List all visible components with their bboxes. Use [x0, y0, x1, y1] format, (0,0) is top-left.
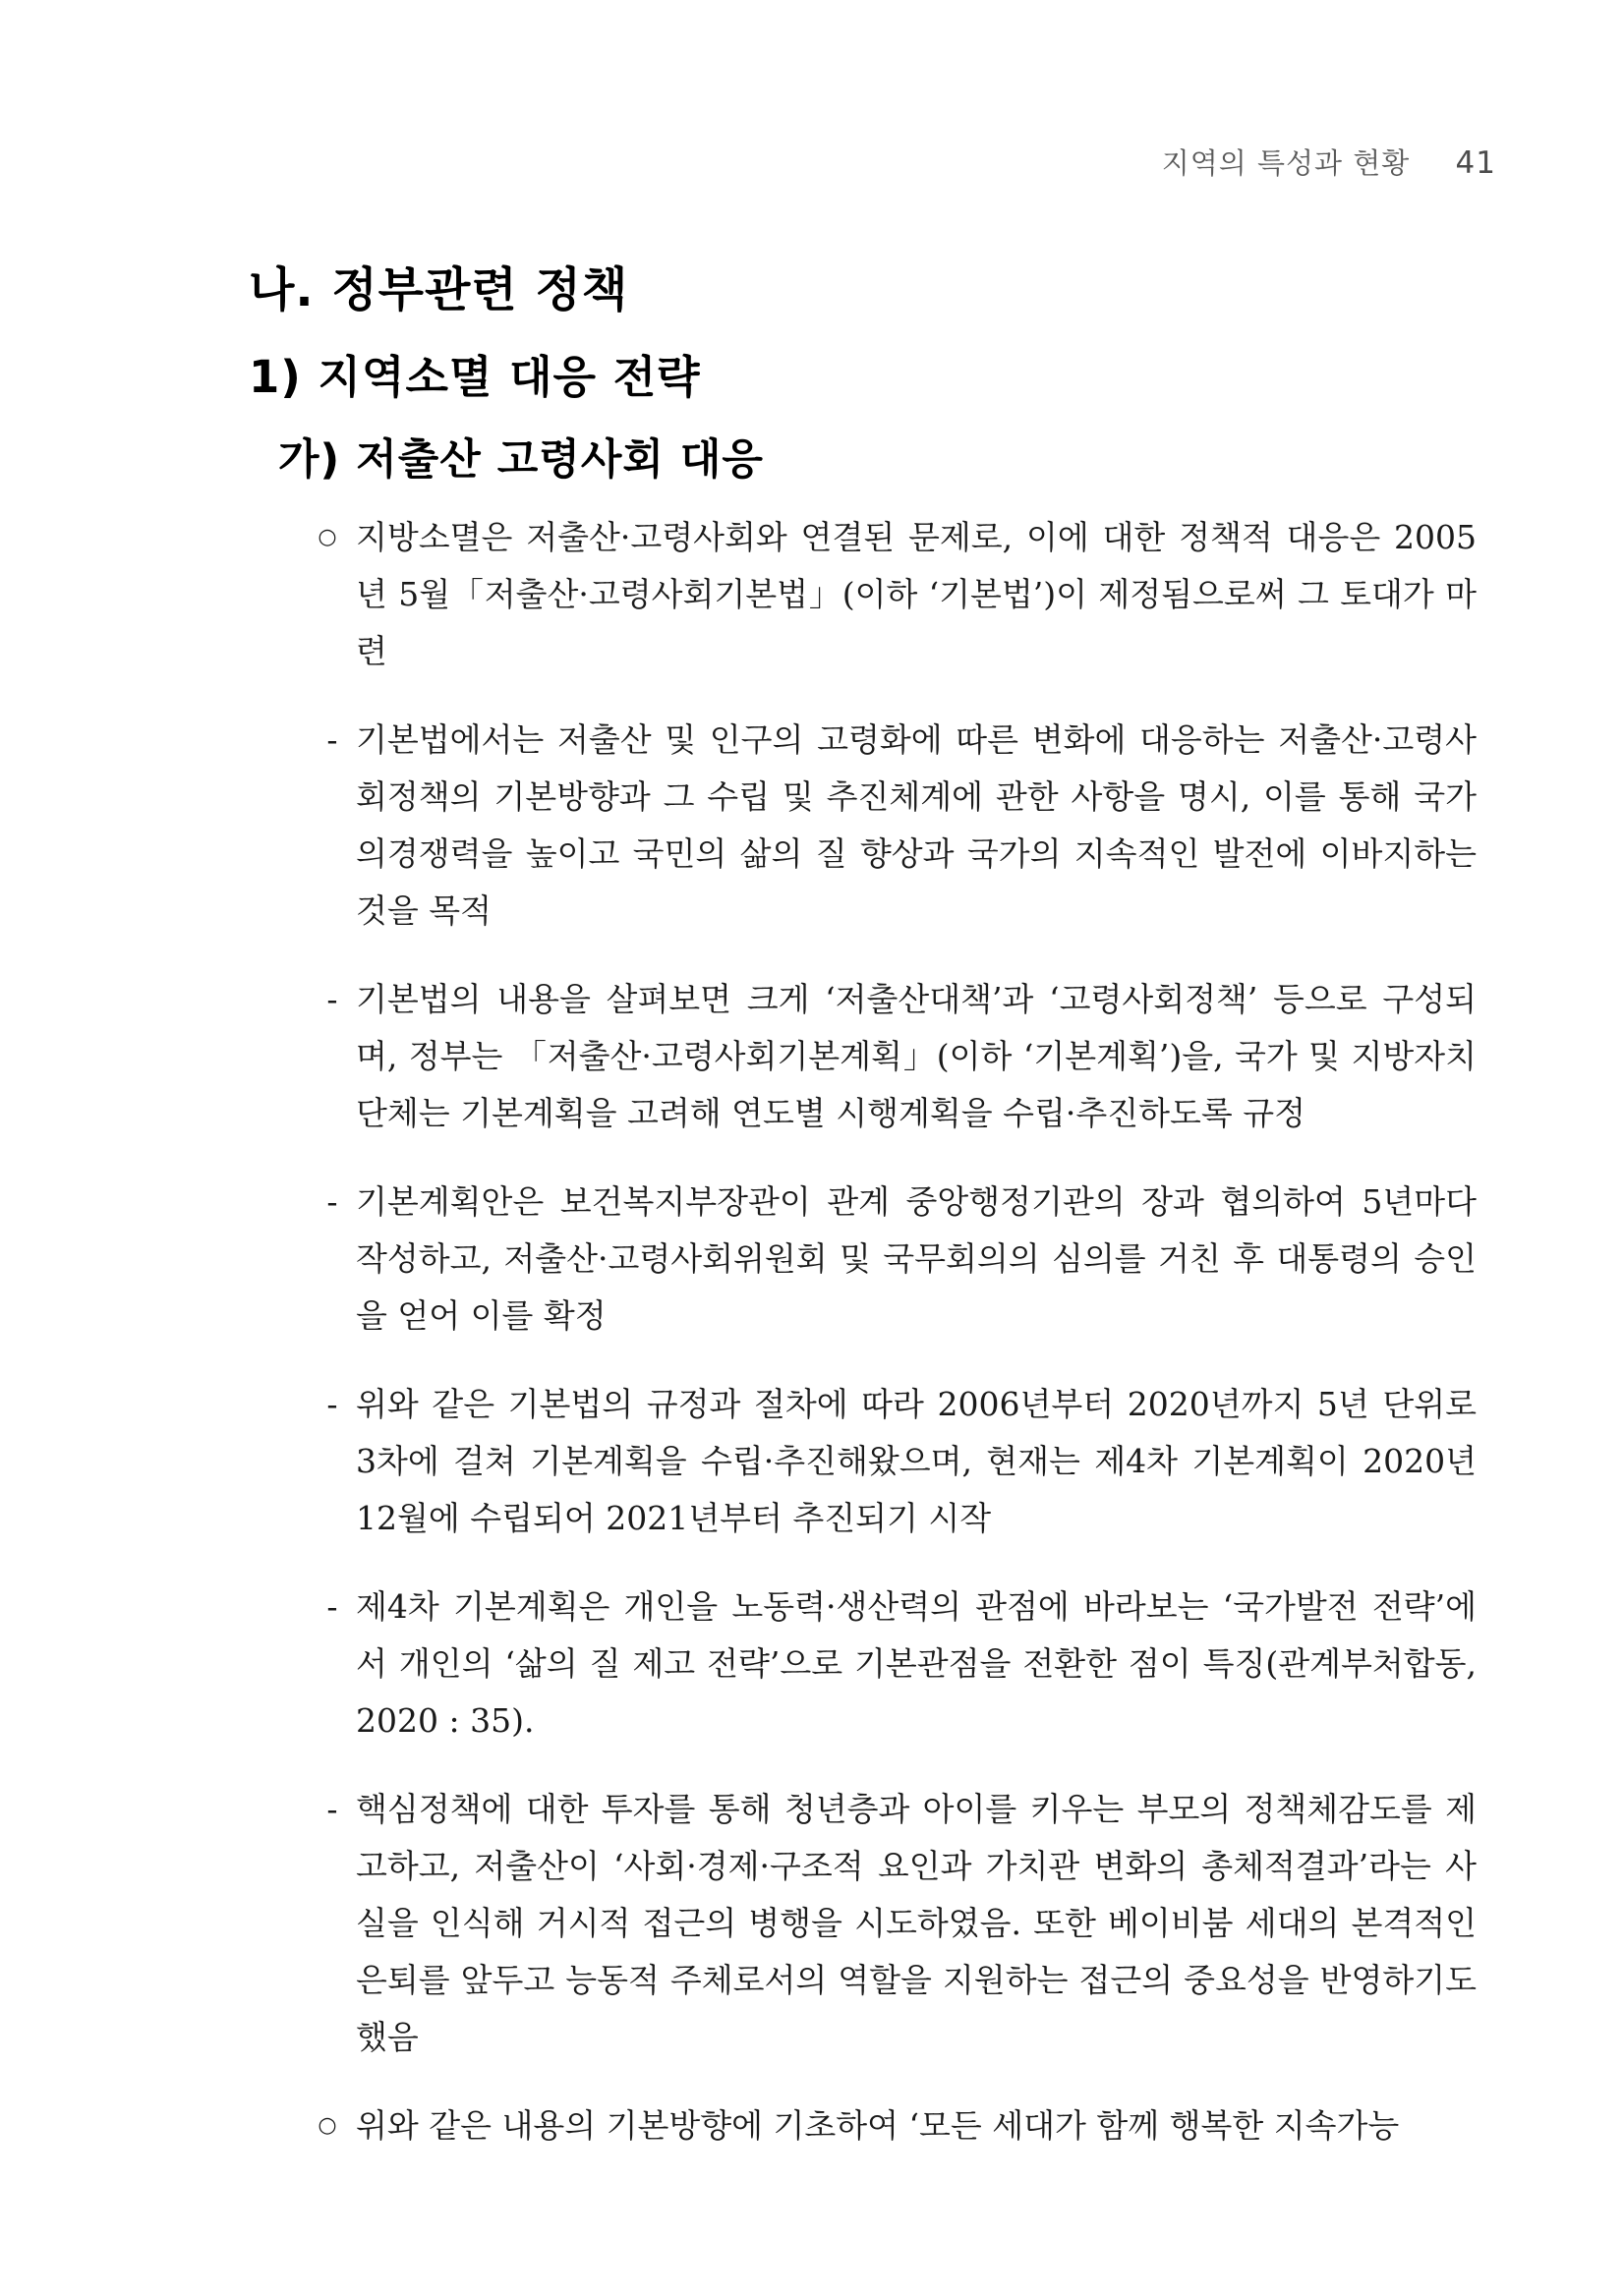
dash-bullet-marker: - — [326, 1587, 338, 1626]
paragraph-text: 기본계획안은 보건복지부장관이 관계 중앙행정기관의 장과 협의하여 5년마다 작성하고, 저출산·고령사회위원회 및 국무회의의 심의를 거친 후 대통령의 승인을 얻어 이를 확정 — [356, 1182, 1477, 1335]
dash-bullet-marker: - — [326, 980, 338, 1018]
list-item — [318, 2097, 1477, 2154]
paragraph-text: 기본법에서는 저출산 및 인구의 고령화에 따른 변화에 대응하는 저출산·고령사회정책의 기본방향과 그 수립 및 추진체계에 관한 사항을 명시, 이를 통해 국가의경쟁력을 높이고 국민의 삶의 질 향상과 국가의 지속적인 발전에 이바지하는 것을 목적 — [356, 720, 1477, 930]
list-item — [326, 1578, 1477, 1750]
dash-bullet-marker: - — [326, 1385, 338, 1423]
paragraph-text: 핵심정책에 대한 투자를 통해 청년층과 아이를 키우는 부모의 정책체감도를 제고하고, 저출산이 ‘사회·경제·구조적 요인과 가치관 변화의 총체적결과’라는 사실을 인식해 거시적 접근의 병행을 시도하였음. 또한 베이비붐 세대의 본격적인 은퇴를 앞두고 능동적 주체로서의 역할을 지원하는 접근의 중요성을 반영하기도 했음 — [356, 1790, 1477, 2056]
list-item — [326, 971, 1477, 1142]
dash-bullet-marker: - — [326, 1790, 338, 1828]
body-content — [318, 509, 1477, 2154]
subsection-heading: 1) 지역소멸 대응 전략 — [249, 351, 701, 403]
list-item — [326, 1781, 1477, 2066]
page-number: 41 — [1455, 145, 1496, 181]
running-header — [1162, 145, 1496, 181]
circle-bullet-marker: ○ — [318, 2113, 337, 2138]
dash-bullet-marker: - — [326, 1182, 338, 1221]
circle-bullet-marker: ○ — [318, 525, 337, 549]
paragraph-text: 지방소멸은 저출산·고령사회와 연결된 문제로, 이에 대한 정책적 대응은 2005년 5월「저출산·고령사회기본법」(이하 ‘기본법’)이 제정됨으로써 그 토대가 마련 — [356, 518, 1477, 670]
running-title: 지역의 특성과 현황 — [1161, 146, 1411, 180]
paragraph-text: 위와 같은 내용의 기본방향에 기초하여 ‘모든 세대가 함께 행복한 지속가능 — [356, 2106, 1400, 2145]
paragraph-text: 기본법의 내용을 살펴보면 크게 ‘저출산대책’과 ‘고령사회정책’ 등으로 구성되며, 정부는 「저출산·고령사회기본계획」(이하 ‘기본계획’)을, 국가 및 지방자치단체는 기본계획을 고려해 연도별 시행계획을 수립·추진하도록 규정 — [356, 980, 1477, 1132]
list-item — [326, 1376, 1477, 1547]
subsubsection-heading: 가) 저출산 고령사회 대응 — [278, 435, 764, 485]
list-item — [326, 712, 1477, 940]
paragraph-text: 위와 같은 기본법의 규정과 절차에 따라 2006년부터 2020년까지 5년 단위로 3차에 걸쳐 기본계획을 수립·추진해왔으며, 현재는 제4차 기본계획이 2020년 12월에 수립되어 2021년부터 추진되기 시작 — [356, 1385, 1477, 1537]
paragraph-text: 제4차 기본계획은 개인을 노동력·생산력의 관점에 바라보는 ‘국가발전 전략’에서 개인의 ‘삶의 질 제고 전략’으로 기본관점을 전환한 점이 특징(관계부처합동, 2020 : 35). — [356, 1587, 1477, 1740]
list-item — [326, 1174, 1477, 1345]
list-item — [318, 509, 1477, 680]
dash-bullet-marker: - — [326, 720, 338, 759]
section-heading: 나. 정부관련 정책 — [249, 262, 629, 317]
